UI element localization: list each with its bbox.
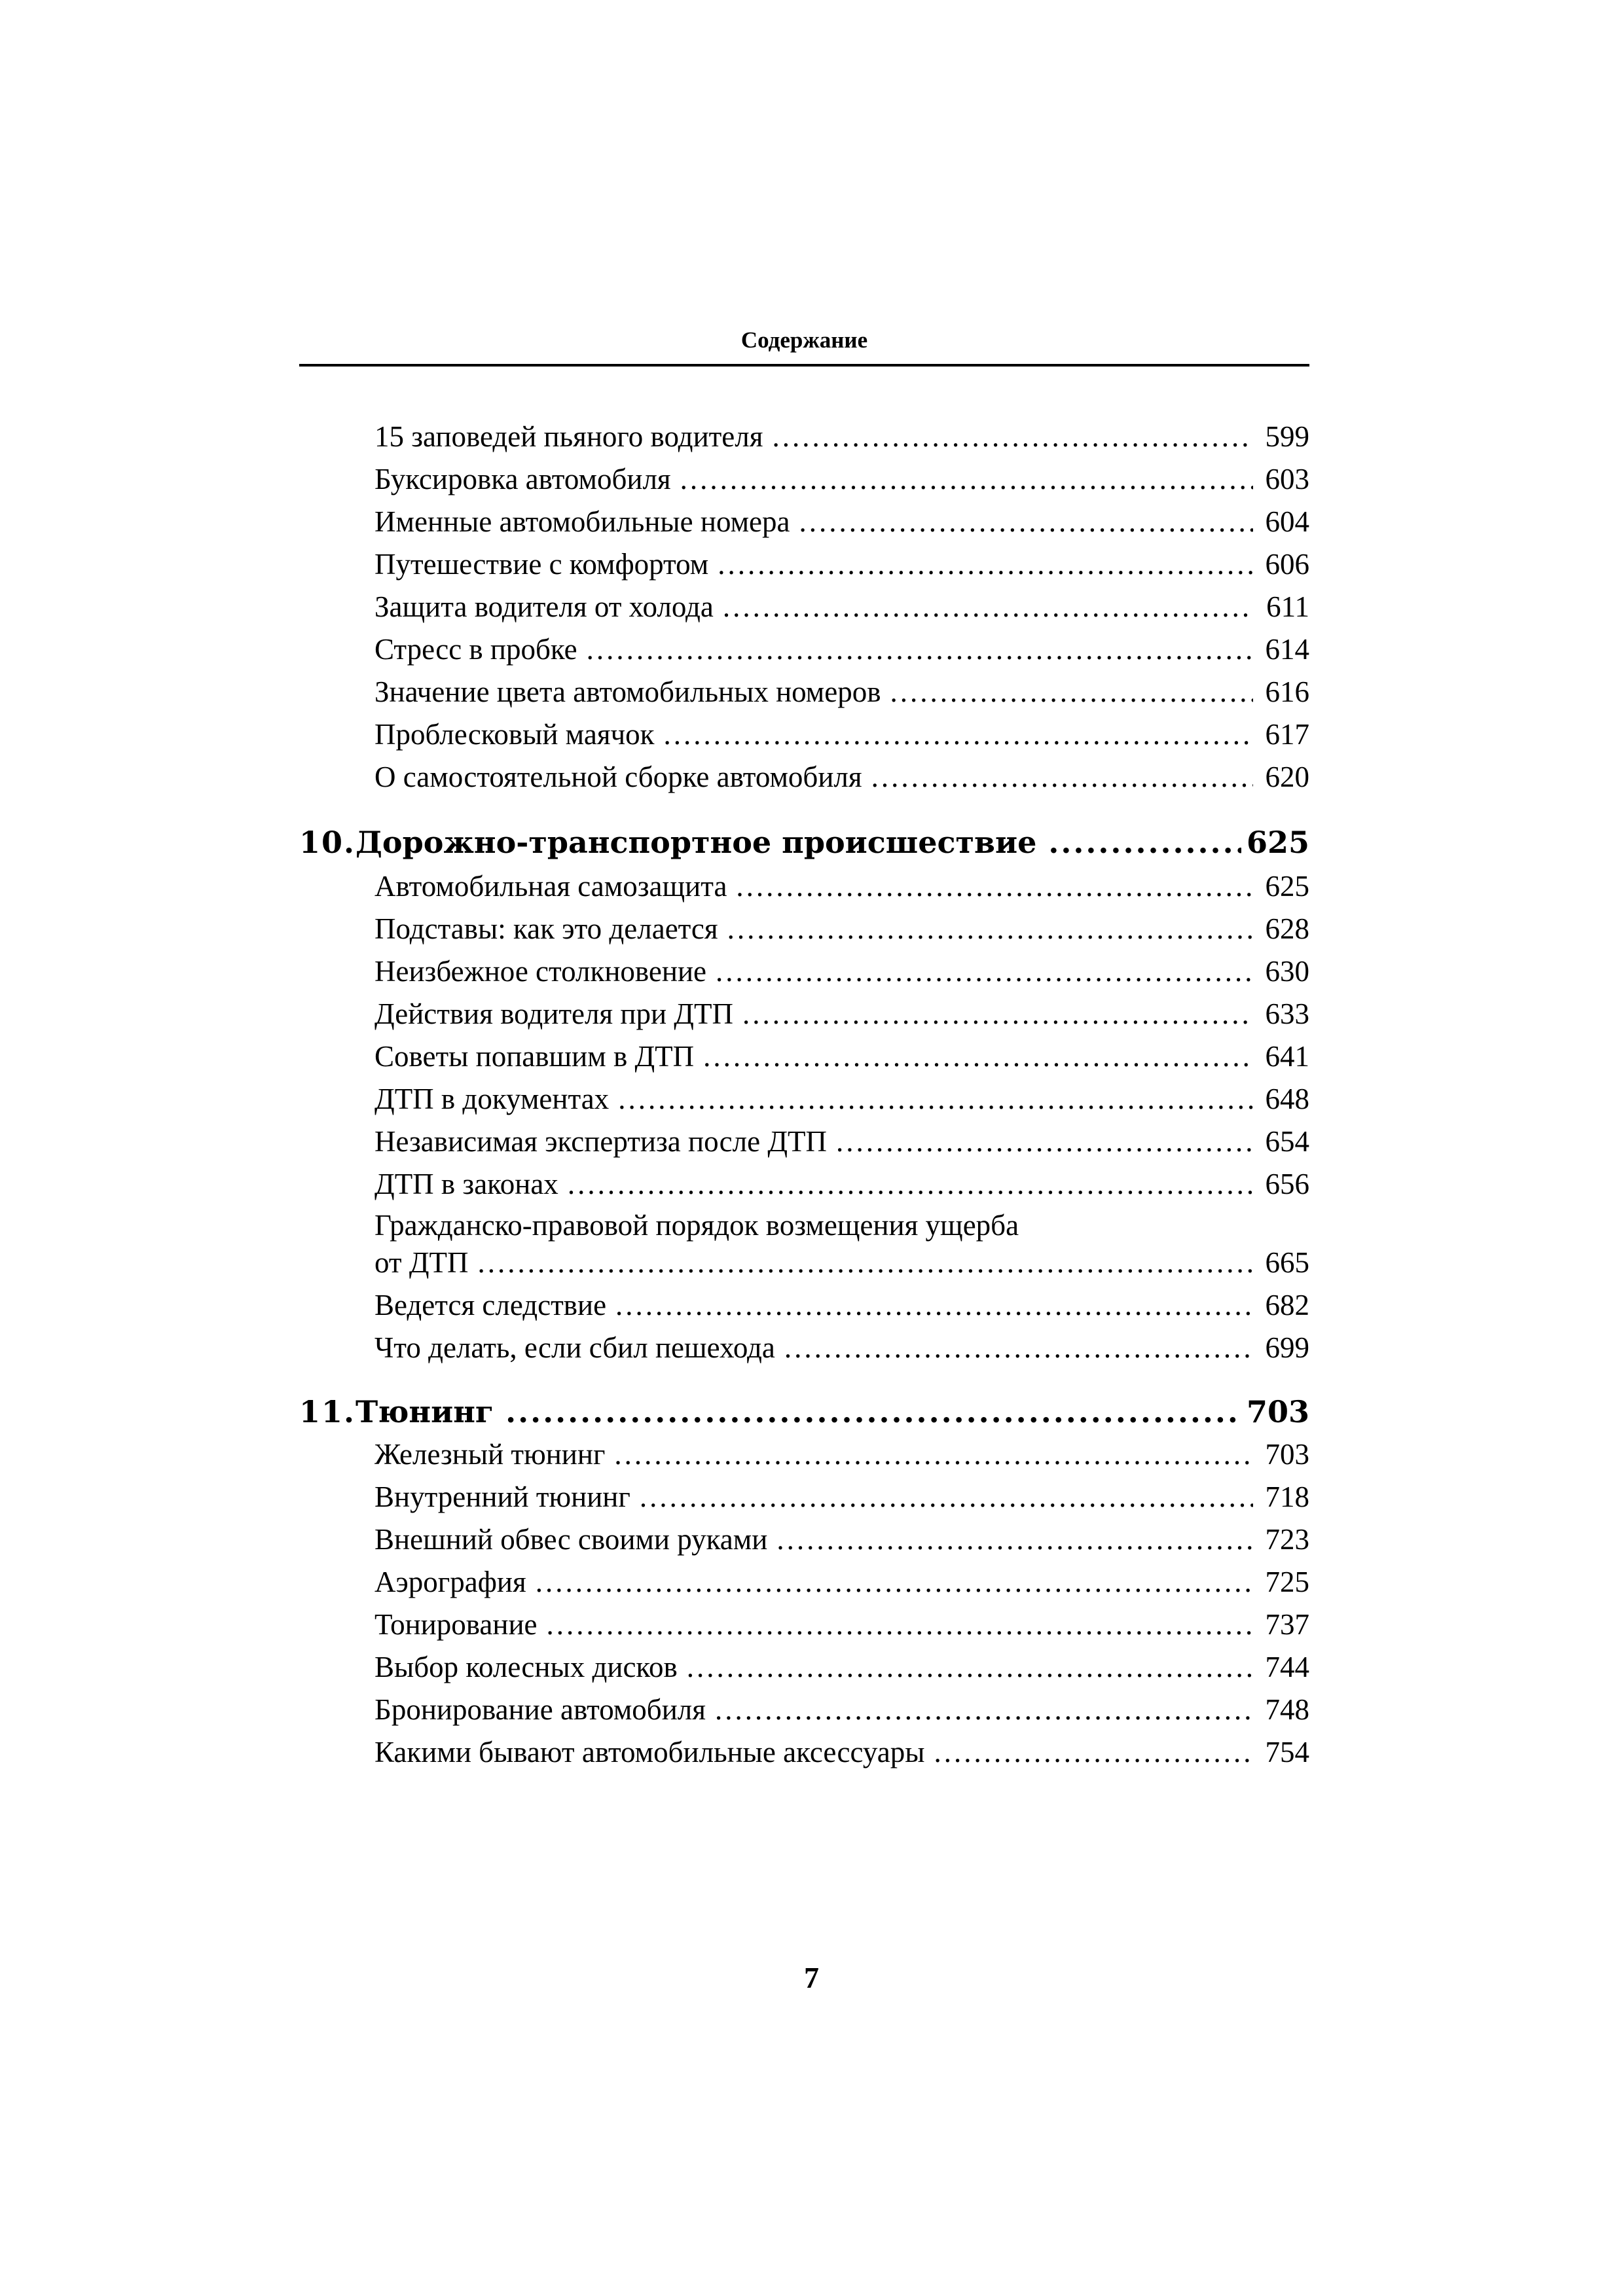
toc-entry[interactable] [374, 671, 1309, 713]
dot-leader [784, 1327, 1253, 1369]
toc-entry[interactable] [374, 1327, 1309, 1369]
toc-entry[interactable] [374, 1731, 1309, 1774]
toc-entry-page: 682 [1265, 1289, 1309, 1321]
dot-leader [715, 1689, 1253, 1731]
toc-entry-page: 633 [1265, 997, 1309, 1030]
toc-entry-title: Стресс в пробке [374, 633, 577, 666]
toc-entry-title: ДТП в документах [374, 1083, 610, 1115]
chapter-page: 703 [1246, 1394, 1309, 1429]
toc-entry-page: 611 [1266, 590, 1309, 623]
toc-entry[interactable] [374, 993, 1309, 1035]
chapter-heading-10[interactable] [299, 819, 1309, 865]
header-rule [299, 364, 1309, 367]
dot-leader [836, 1121, 1253, 1163]
toc-entry[interactable] [374, 416, 1309, 458]
toc-entry-title: Выбор колесных дисков [374, 1651, 678, 1683]
toc-entry-page: 737 [1265, 1608, 1309, 1641]
toc-entry-title: 15 заповедей пьяного водителя [374, 420, 763, 453]
page-number: 7 [804, 1961, 819, 1994]
chapter-page: 625 [1246, 825, 1309, 860]
toc-entry-page: 604 [1265, 505, 1309, 538]
dot-leader [934, 1731, 1253, 1774]
toc-entry[interactable] [374, 1604, 1309, 1646]
dot-leader [547, 1604, 1253, 1646]
dot-leader [680, 458, 1253, 501]
dot-leader [505, 1389, 1241, 1435]
toc-entry-page: 725 [1265, 1566, 1309, 1598]
toc-entry[interactable] [374, 950, 1309, 993]
dot-leader [716, 950, 1253, 993]
toc-entry-page: 703 [1265, 1438, 1309, 1471]
toc-entry[interactable] [374, 1518, 1309, 1561]
toc-entry-title: Ведется следствие [374, 1289, 607, 1321]
dot-leader [640, 1476, 1253, 1518]
toc-entry[interactable] [374, 1561, 1309, 1604]
toc-entry[interactable] [374, 713, 1309, 756]
toc-entry-page: 599 [1265, 420, 1309, 453]
toc-entry[interactable] [374, 756, 1309, 798]
toc-entry-title: Тонирование [374, 1608, 538, 1641]
toc-entry[interactable] [374, 1035, 1309, 1078]
toc-entry-title: Советы попавшим в ДТП [374, 1040, 695, 1073]
toc-entry[interactable] [374, 1242, 1309, 1284]
toc-entry-title: Аэрография [374, 1566, 526, 1598]
chapter-heading-11[interactable] [299, 1389, 1309, 1435]
toc-entry-title: Проблесковый маячок [374, 718, 655, 751]
dot-leader [736, 865, 1253, 908]
toc-entry-page: 699 [1265, 1331, 1309, 1364]
chapter-title: Дорожно-транспортное происшествие [356, 825, 1037, 860]
toc-entry-page: 665 [1265, 1246, 1309, 1279]
toc-entry-page: 648 [1265, 1083, 1309, 1115]
toc-entry-page: 744 [1265, 1651, 1309, 1683]
toc-entry-page: 620 [1265, 761, 1309, 793]
chapter-title: Тюнинг [356, 1394, 494, 1429]
toc-entry-title: Именные автомобильные номера [374, 505, 790, 538]
toc-entry-page: 656 [1265, 1168, 1309, 1200]
toc-entry-page: 748 [1265, 1693, 1309, 1726]
toc-entry-page: 625 [1265, 870, 1309, 903]
chapter-number: 11. [299, 1394, 356, 1429]
dot-leader [799, 501, 1253, 543]
dot-leader [587, 628, 1253, 671]
toc-entry[interactable] [374, 543, 1309, 586]
dot-leader [723, 586, 1253, 628]
toc-entry[interactable] [374, 1689, 1309, 1731]
toc-entry-page: 603 [1265, 463, 1309, 495]
dot-leader [727, 908, 1253, 950]
toc-entry[interactable] [374, 1646, 1309, 1689]
toc-entry-title: Что делать, если сбил пешехода [374, 1331, 775, 1364]
toc-entry[interactable] [374, 1284, 1309, 1327]
toc-entry-page: 723 [1265, 1523, 1309, 1556]
dot-leader [742, 993, 1253, 1035]
toc-entry-page: 628 [1265, 912, 1309, 945]
toc-entry-title: Бронирование автомобиля [374, 1693, 706, 1726]
toc-entry-page: 616 [1265, 675, 1309, 708]
toc-entry-page: 630 [1265, 955, 1309, 988]
toc-entry-title: Независимая экспертиза после ДТП [374, 1125, 828, 1158]
dot-leader [1048, 819, 1241, 865]
toc-entry[interactable] [374, 628, 1309, 671]
toc-entry-title: Неизбежное столкновение [374, 955, 706, 988]
dot-leader [478, 1242, 1253, 1284]
toc-entry-title: Путешествие с комфортом [374, 548, 709, 581]
toc-entry-page: 617 [1265, 718, 1309, 751]
dot-leader [687, 1646, 1253, 1689]
toc-entry-page: 718 [1265, 1480, 1309, 1513]
dot-leader [618, 1078, 1253, 1121]
dot-leader [703, 1035, 1253, 1078]
dot-leader [615, 1284, 1253, 1327]
toc-entry[interactable] [374, 586, 1309, 628]
toc-entry-page: 606 [1265, 548, 1309, 581]
toc-entry-page: 654 [1265, 1125, 1309, 1158]
dot-leader [568, 1163, 1253, 1206]
toc-entry-title: Защита водителя от холода [374, 590, 714, 623]
toc-entry[interactable] [374, 1433, 1309, 1476]
dot-leader [772, 416, 1253, 458]
dot-leader [664, 713, 1253, 756]
dot-leader [871, 756, 1253, 798]
dot-leader [536, 1561, 1253, 1604]
toc-entry-title: ДТП в законах [374, 1168, 558, 1200]
toc-entry-page: 641 [1265, 1040, 1309, 1073]
toc-entry[interactable] [374, 1163, 1309, 1206]
toc-entry[interactable] [374, 1121, 1309, 1163]
toc-entry-title: Буксировка автомобиля [374, 463, 671, 495]
running-header-title: Содержание [740, 327, 868, 353]
toc-entry-title: Действия водителя при ДТП [374, 997, 733, 1030]
toc-entry[interactable] [374, 908, 1309, 950]
toc-entry-title: Железный тюнинг [374, 1438, 606, 1471]
toc-entry-title: Значение цвета автомобильных номеров [374, 675, 881, 708]
dot-leader [890, 671, 1253, 713]
toc-entry-page: 614 [1265, 633, 1309, 666]
dot-leader [614, 1433, 1253, 1476]
toc-entry[interactable] [374, 501, 1309, 543]
toc-entry-title: Внутренний тюнинг [374, 1480, 630, 1513]
dot-leader [776, 1518, 1253, 1561]
toc-entry-title: Подставы: как это делается [374, 912, 718, 945]
toc-entry-title: Автомобильная самозащита [374, 870, 727, 903]
toc-entry-title: от ДТП [374, 1246, 469, 1279]
toc-entry[interactable] [374, 1078, 1309, 1121]
toc-entry-title: Какими бывают автомобильные аксессуары [374, 1736, 925, 1768]
toc-entry-page: 754 [1265, 1736, 1309, 1768]
toc-entry-first-line[interactable]: Гражданско-правовой порядок возмещения ущерба [374, 1209, 1019, 1242]
toc-entry-title: О самостоятельной сборке автомобиля [374, 761, 862, 793]
toc-entry[interactable] [374, 458, 1309, 501]
toc-entry[interactable] [374, 865, 1309, 908]
dot-leader [718, 543, 1253, 586]
toc-entry[interactable] [374, 1476, 1309, 1518]
chapter-number: 10. [299, 825, 356, 860]
toc-entry-title: Внешний обвес своими руками [374, 1523, 768, 1556]
